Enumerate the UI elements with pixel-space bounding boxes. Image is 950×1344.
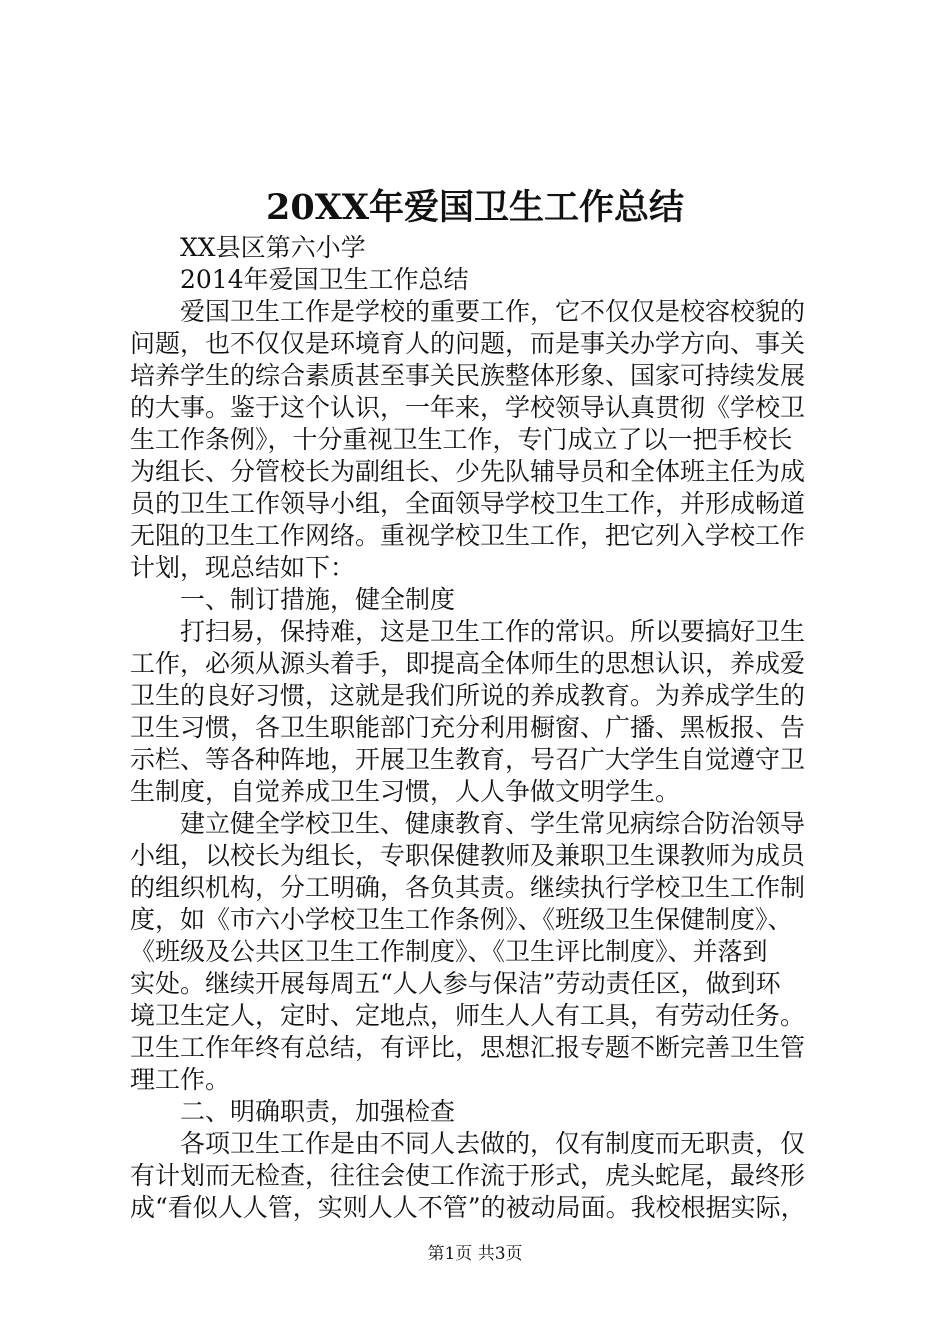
text-line: 生制度，自觉养成卫生习惯，人人争做文明学生。	[130, 777, 681, 806]
text-line: 卫生的良好习惯，这就是我们所说的养成教育。为养成学生的	[130, 681, 806, 710]
text-line: 问题，也不仅仅是环境育人的问题，而是事关办学方向、事关	[130, 329, 806, 358]
text-line: 打扫易，保持难，这是卫生工作的常识。所以要搞好卫生	[180, 617, 806, 646]
text-line: 示栏、等各种阵地，开展卫生教育，号召广大学生自觉遵守卫	[130, 745, 806, 774]
text-line: 的大事。鉴于这个认识，一年来，学校领导认真贯彻《学校卫	[130, 393, 806, 422]
text-line: 《班级及公共区卫生工作制度》、《卫生评比制度》、并落到	[130, 937, 768, 966]
text-line: 建立健全学校卫生、健康教育、学生常见病综合防治领导	[180, 809, 806, 838]
text-line: 境卫生定人，定时、定地点，师生人人有工具，有劳动任务。	[130, 1001, 806, 1030]
text-line: 一、制订措施，健全制度	[180, 585, 456, 614]
text-line: 培养学生的综合素质甚至事关民族整体形象、国家可持续发展	[130, 361, 806, 390]
text-line: 工作，必须从源头着手，即提高全体师生的思想认识，养成爱	[130, 649, 806, 678]
text-line: 生工作条例》，十分重视卫生工作，专门成立了以一把手校长	[130, 425, 793, 454]
text-line: 卫生习惯，各卫生职能部门充分利用橱窗、广播、黑板报、告	[130, 713, 806, 742]
text-line: 实处。继续开展每周五“人人参与保洁”劳动责任区，做到环	[130, 969, 781, 998]
text-line: 无阻的卫生工作网络。重视学校卫生工作，把它列入学校工作	[130, 521, 806, 550]
text-line: 小组，以校长为组长，专职保健教师及兼职卫生课教师为成员	[130, 841, 806, 870]
text-line: 二、明确职责，加强检查	[180, 1097, 456, 1126]
text-line: 员的卫生工作领导小组，全面领导学校卫生工作，并形成畅道	[130, 489, 806, 518]
text-line: 成“看似人人管，实则人人不管”的被动局面。我校根据实际，	[130, 1193, 806, 1222]
text-line: 爱国卫生工作是学校的重要工作，它不仅仅是校容校貌的	[180, 297, 806, 326]
page-footer: 第1页 共3页	[427, 1244, 523, 1264]
text-line: 计划，现总结如下：	[130, 553, 356, 582]
text-line: 有计划而无检查，往往会使工作流于形式，虎头蛇尾，最终形	[130, 1161, 806, 1190]
text-line: 各项卫生工作是由不同人去做的，仅有制度而无职责，仅	[180, 1129, 806, 1158]
document-title: 20XX年爱国卫生工作总结	[265, 187, 685, 228]
text-line: 理工作。	[130, 1065, 231, 1094]
document-body	[130, 232, 832, 1224]
text-line: 的组织机构，分工明确，各负其责。继续执行学校卫生工作制	[130, 873, 806, 902]
text-line: 2014年爱国卫生工作总结	[180, 265, 469, 294]
text-line: XX县区第六小学	[180, 233, 366, 262]
text-line: 度，如《市六小学校卫生工作条例》、《班级卫生保健制度》、	[130, 905, 793, 934]
text-line: 为组长、分管校长为副组长、少先队辅导员和全体班主任为成	[130, 457, 806, 486]
text-line: 卫生工作年终有总结，有评比，思想汇报专题不断完善卫生管	[130, 1033, 806, 1062]
